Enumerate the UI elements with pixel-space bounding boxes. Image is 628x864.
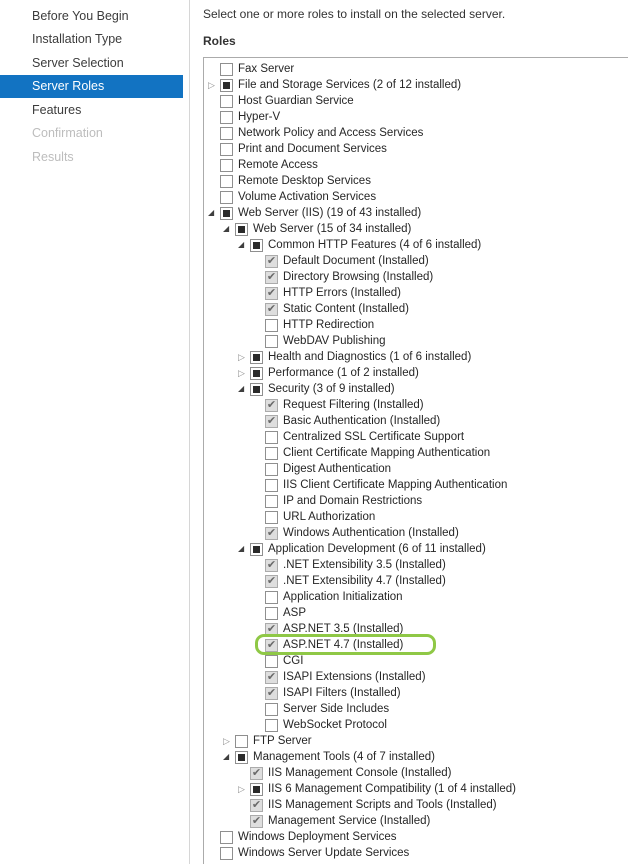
tree-row-label: ASP.NET 4.7 (Installed): [283, 639, 404, 651]
sidebar-item-server-selection[interactable]: [0, 51, 183, 75]
checkbox-unchecked[interactable]: [220, 143, 233, 156]
tree-row[interactable]: [204, 269, 628, 285]
checkbox-partial[interactable]: [250, 239, 263, 252]
chevron-expanded-icon[interactable]: [238, 385, 250, 393]
tree-row[interactable]: [204, 589, 628, 605]
tree-row-label: Security (3 of 9 installed): [268, 383, 395, 395]
tree-row-label: IIS 6 Management Compatibility (1 of 4 installed): [268, 783, 517, 795]
checkbox-installed[interactable]: [265, 287, 278, 300]
checkbox-installed[interactable]: [250, 799, 263, 812]
checkbox-partial[interactable]: [250, 351, 263, 364]
tree-row-label: Application Initialization: [283, 591, 403, 603]
checkbox-unchecked[interactable]: [220, 63, 233, 76]
tree-row[interactable]: [204, 749, 628, 765]
checkbox-installed[interactable]: [265, 255, 278, 268]
tree-row[interactable]: [204, 605, 628, 621]
checkbox-unchecked[interactable]: [265, 479, 278, 492]
chevron-collapsed-icon[interactable]: [238, 369, 250, 377]
roles-tree: [204, 58, 628, 861]
checkbox-unchecked[interactable]: [265, 447, 278, 460]
chevron-collapsed-icon[interactable]: [223, 737, 235, 745]
wizard-steps-sidebar: [0, 0, 189, 864]
tree-row-label: .NET Extensibility 4.7 (Installed): [283, 575, 446, 587]
checkbox-installed[interactable]: [265, 303, 278, 316]
tree-row-label: ISAPI Extensions (Installed): [283, 671, 426, 683]
tree-row[interactable]: [204, 845, 628, 861]
tree-row[interactable]: [204, 349, 628, 365]
tree-row[interactable]: [204, 637, 628, 653]
tree-row-label: Centralized SSL Certificate Support: [283, 431, 465, 443]
tree-row-label: ISAPI Filters (Installed): [283, 687, 401, 699]
checkbox-unchecked[interactable]: [220, 111, 233, 124]
checkbox-partial[interactable]: [220, 207, 233, 220]
tree-row[interactable]: [204, 557, 628, 573]
checkbox-unchecked[interactable]: [265, 495, 278, 508]
checkbox-unchecked[interactable]: [265, 463, 278, 476]
tree-row-label: Application Development (6 of 11 installed): [268, 543, 486, 555]
tree-row[interactable]: [204, 797, 628, 813]
sidebar-item-label: Installation Type: [32, 32, 123, 47]
tree-row[interactable]: [204, 493, 628, 509]
checkbox-unchecked[interactable]: [265, 591, 278, 604]
checkbox-unchecked[interactable]: [265, 703, 278, 716]
roles-tree-box[interactable]: [203, 57, 628, 864]
checkbox-unchecked[interactable]: [220, 831, 233, 844]
checkbox-installed[interactable]: [250, 767, 263, 780]
checkbox-partial[interactable]: [250, 383, 263, 396]
roles-section-label: Roles: [203, 34, 236, 48]
tree-row-label: Volume Activation Services: [238, 191, 377, 203]
tree-row[interactable]: [204, 525, 628, 541]
chevron-expanded-icon[interactable]: [223, 753, 235, 761]
tree-row[interactable]: [204, 541, 628, 557]
tree-row-label: WebSocket Protocol: [283, 719, 387, 731]
tree-row-label: Client Certificate Mapping Authentication: [283, 447, 491, 459]
checkbox-installed[interactable]: [265, 671, 278, 684]
server-roles-pane: [190, 0, 628, 864]
chevron-expanded-icon[interactable]: [208, 209, 220, 217]
tree-row-label: CGI: [283, 655, 304, 667]
checkbox-unchecked[interactable]: [220, 159, 233, 172]
tree-row-label: URL Authorization: [283, 511, 376, 523]
sidebar-item-label: Confirmation: [32, 126, 103, 141]
checkbox-installed[interactable]: [265, 575, 278, 588]
tree-row-label: Request Filtering (Installed): [283, 399, 424, 411]
tree-row[interactable]: [204, 397, 628, 413]
chevron-expanded-icon[interactable]: [238, 545, 250, 553]
tree-row[interactable]: [204, 701, 628, 717]
sidebar-item-label: Features: [32, 102, 82, 117]
tree-row[interactable]: [204, 685, 628, 701]
instruction-text: Select one or more roles to install on the selected server.: [203, 7, 506, 21]
tree-row-label: .NET Extensibility 3.5 (Installed): [283, 559, 446, 571]
chevron-collapsed-icon[interactable]: [238, 353, 250, 361]
tree-row-label: Remote Desktop Services: [238, 175, 371, 187]
tree-row-label: Hyper-V: [238, 111, 281, 123]
tree-row[interactable]: [204, 141, 628, 157]
checkbox-unchecked[interactable]: [265, 655, 278, 668]
tree-row[interactable]: [204, 237, 628, 253]
chevron-collapsed-icon[interactable]: [238, 785, 250, 793]
tree-row[interactable]: [204, 61, 628, 77]
checkbox-unchecked[interactable]: [265, 335, 278, 348]
tree-row[interactable]: [204, 253, 628, 269]
tree-row[interactable]: [204, 221, 628, 237]
checkbox-partial[interactable]: [235, 751, 248, 764]
tree-row-label: Digest Authentication: [283, 463, 392, 475]
chevron-expanded-icon[interactable]: [238, 241, 250, 249]
sidebar-item-confirmation: [0, 122, 183, 146]
sidebar-item-before-you-begin[interactable]: [0, 4, 183, 28]
tree-row[interactable]: [204, 301, 628, 317]
tree-row-label: Windows Server Update Services: [238, 847, 410, 859]
tree-row[interactable]: [204, 125, 628, 141]
tree-row-label: ASP.NET 3.5 (Installed): [283, 623, 404, 635]
tree-row-label: IIS Client Certificate Mapping Authentication: [283, 479, 508, 491]
tree-row-label: HTTP Errors (Installed): [283, 287, 402, 299]
tree-row-label: ASP: [283, 607, 307, 619]
tree-row-label: FTP Server: [253, 735, 312, 747]
tree-row-label: Windows Deployment Services: [238, 831, 397, 843]
tree-row[interactable]: [204, 285, 628, 301]
tree-row-label: Print and Document Services: [238, 143, 387, 155]
sidebar-item-installation-type[interactable]: [0, 28, 183, 52]
tree-row[interactable]: [204, 445, 628, 461]
checkbox-unchecked[interactable]: [265, 719, 278, 732]
tree-row-label: IP and Domain Restrictions: [283, 495, 423, 507]
tree-row[interactable]: [204, 381, 628, 397]
sidebar-item-results: [0, 145, 183, 169]
checkbox-unchecked[interactable]: [220, 847, 233, 860]
checkbox-unchecked[interactable]: [220, 175, 233, 188]
tree-row-label: Server Side Includes: [283, 703, 390, 715]
tree-row-label: Host Guardian Service: [238, 95, 354, 107]
tree-row-label: Remote Access: [238, 159, 318, 171]
checkbox-installed[interactable]: [265, 687, 278, 700]
checkbox-installed[interactable]: [265, 271, 278, 284]
checkbox-installed[interactable]: [265, 399, 278, 412]
sidebar-item-label: Before You Begin: [32, 8, 129, 23]
tree-row[interactable]: [204, 77, 628, 93]
tree-row-label: Basic Authentication (Installed): [283, 415, 441, 427]
tree-row-label: Web Server (15 of 34 installed): [253, 223, 412, 235]
tree-row[interactable]: [204, 509, 628, 525]
checkbox-unchecked[interactable]: [220, 191, 233, 204]
checkbox-installed[interactable]: [265, 527, 278, 540]
tree-row[interactable]: [204, 461, 628, 477]
tree-row-label: Management Tools (4 of 7 installed): [253, 751, 435, 763]
checkbox-partial[interactable]: [250, 543, 263, 556]
tree-row[interactable]: [204, 205, 628, 221]
checkbox-partial[interactable]: [235, 223, 248, 236]
chevron-collapsed-icon[interactable]: [208, 81, 220, 89]
checkbox-partial[interactable]: [220, 79, 233, 92]
tree-row[interactable]: [204, 93, 628, 109]
checkbox-partial[interactable]: [250, 783, 263, 796]
sidebar-item-label: Server Selection: [32, 55, 124, 70]
tree-row-label: Performance (1 of 2 installed): [268, 367, 419, 379]
tree-row-label: Web Server (IIS) (19 of 43 installed): [238, 207, 422, 219]
tree-row[interactable]: [204, 717, 628, 733]
tree-row-label: Health and Diagnostics (1 of 6 installed): [268, 351, 472, 363]
tree-row[interactable]: [204, 477, 628, 493]
tree-row[interactable]: [204, 413, 628, 429]
tree-row[interactable]: [204, 669, 628, 685]
tree-row[interactable]: [204, 653, 628, 669]
sidebar-item-label: Server Roles: [32, 79, 105, 94]
tree-row[interactable]: [204, 109, 628, 125]
tree-row[interactable]: [204, 173, 628, 189]
checkbox-unchecked[interactable]: [220, 95, 233, 108]
checkbox-installed[interactable]: [265, 639, 278, 652]
tree-row[interactable]: [204, 621, 628, 637]
tree-row[interactable]: [204, 365, 628, 381]
tree-row[interactable]: [204, 829, 628, 845]
tree-row-label: IIS Management Console (Installed): [268, 767, 452, 779]
checkbox-unchecked[interactable]: [235, 735, 248, 748]
tree-row-label: Network Policy and Access Services: [238, 127, 424, 139]
sidebar-item-features[interactable]: [0, 98, 183, 122]
tree-row-label: Common HTTP Features (4 of 6 installed): [268, 239, 482, 251]
tree-row-label: Directory Browsing (Installed): [283, 271, 434, 283]
checkbox-unchecked[interactable]: [265, 607, 278, 620]
tree-row[interactable]: [204, 333, 628, 349]
checkbox-installed[interactable]: [265, 623, 278, 636]
tree-row-label: File and Storage Services (2 of 12 installed): [238, 79, 462, 91]
tree-row[interactable]: [204, 765, 628, 781]
checkbox-partial[interactable]: [250, 367, 263, 380]
tree-row-label: IIS Management Scripts and Tools (Installed): [268, 799, 497, 811]
tree-row-label: WebDAV Publishing: [283, 335, 386, 347]
tree-row[interactable]: [204, 781, 628, 797]
checkbox-unchecked[interactable]: [265, 431, 278, 444]
tree-row[interactable]: [204, 573, 628, 589]
chevron-expanded-icon[interactable]: [223, 225, 235, 233]
sidebar-item-server-roles[interactable]: [0, 75, 183, 99]
checkbox-unchecked[interactable]: [220, 127, 233, 140]
checkbox-installed[interactable]: [265, 559, 278, 572]
checkbox-unchecked[interactable]: [265, 511, 278, 524]
tree-row-label: Management Service (Installed): [268, 815, 431, 827]
tree-row-label: Fax Server: [238, 63, 295, 75]
tree-row-label: Static Content (Installed): [283, 303, 409, 315]
tree-row[interactable]: [204, 733, 628, 749]
tree-row[interactable]: [204, 189, 628, 205]
checkbox-unchecked[interactable]: [265, 319, 278, 332]
sidebar-item-label: Results: [32, 149, 74, 164]
checkbox-installed[interactable]: [250, 815, 263, 828]
tree-row-label: HTTP Redirection: [283, 319, 375, 331]
tree-row-label: Windows Authentication (Installed): [283, 527, 459, 539]
tree-row[interactable]: [204, 813, 628, 829]
checkbox-installed[interactable]: [265, 415, 278, 428]
tree-row[interactable]: [204, 317, 628, 333]
tree-row-label: Default Document (Installed): [283, 255, 429, 267]
tree-row[interactable]: [204, 429, 628, 445]
tree-row[interactable]: [204, 157, 628, 173]
